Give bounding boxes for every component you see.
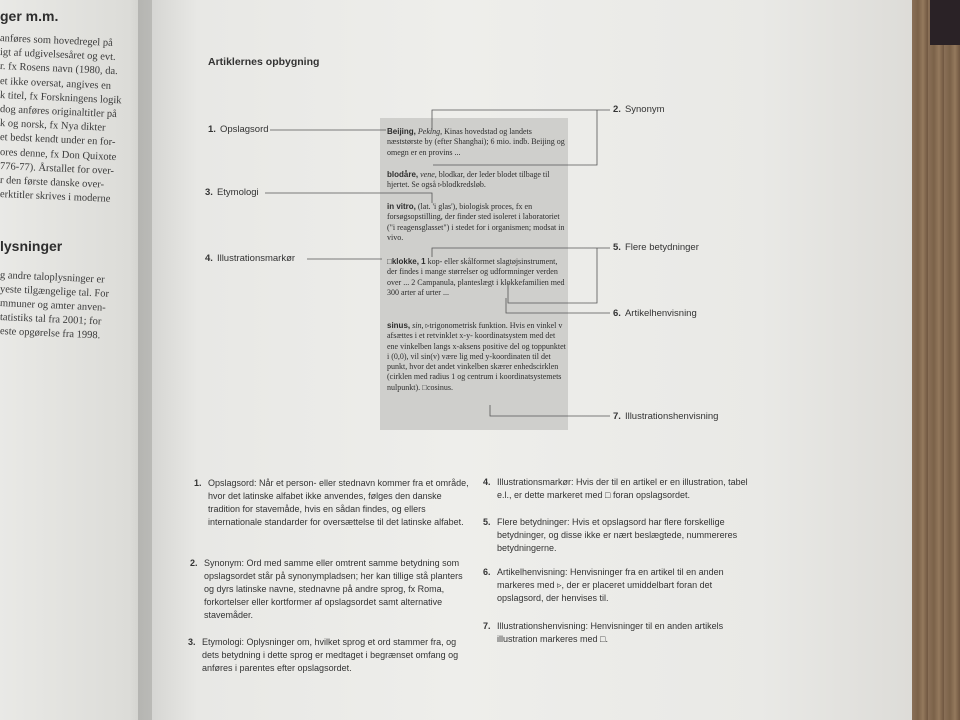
callout-line-2b <box>433 110 597 165</box>
label-number: 1. <box>208 124 216 135</box>
label-synonym <box>613 104 665 115</box>
note-text: Illustrationsmarkør: Hvis der til en artikel er en illustration, tabel e.l., er dette markeret med □ foran opslagsordet. <box>497 477 748 500</box>
note-number: 6. <box>483 567 491 577</box>
left-page-line: k og norsk, fx Nya dikter <box>0 118 106 134</box>
entry-headword: sinus, <box>387 321 411 330</box>
note-number: 4. <box>483 477 491 487</box>
entry-headword: in vitro, <box>387 202 416 211</box>
entry-synonym: vene, <box>420 170 437 179</box>
section-title: Artiklernes opbygning <box>208 56 320 68</box>
left-page-line: et ikke oversat, angives en <box>0 75 112 92</box>
label-text: Artikelhenvisning <box>624 308 697 319</box>
left-page-line: igt af udgivelsesåret og evt. <box>0 47 116 64</box>
note-4 <box>483 476 759 502</box>
label-etymologi <box>205 187 259 198</box>
note-number: 7. <box>483 621 491 631</box>
entry-text: (lat. 'i glas'), biologisk proces, fx en forsøgsopstilling, der finder sted isoleret i laboratoriet ("i reagensglasset") i stedet for i organismen; modsat in vivo. <box>387 202 565 242</box>
note-number: 3. <box>188 637 196 647</box>
left-page-line: ores denne, fx Don Quixote <box>0 146 117 163</box>
label-number: 2. <box>613 104 621 115</box>
entry-text: kop- eller skålformet slagtøjsinstrument, der findes i mange størrelser og udformninger verden over ... 2 Campanula, planteslægt i klokkefamilien med 300 arter af urter ... <box>387 257 565 297</box>
label-text: Illustrationshenvisning <box>624 411 719 422</box>
entry-headword: blodåre, <box>387 170 419 179</box>
left-page-line: mmuner og amter anven- <box>0 298 106 314</box>
left-page-line: tatistiks tal fra 2001; for <box>0 312 102 328</box>
note-number: 5. <box>483 517 491 527</box>
note-number: 1. <box>194 478 202 488</box>
callout-line-2a <box>432 110 610 130</box>
label-number: 5. <box>613 242 621 253</box>
left-page-line: yeste tilgængelige tal. For <box>0 284 110 300</box>
label-number: 3. <box>205 187 213 198</box>
callout-line-3 <box>265 193 432 203</box>
label-artikelhenvisning <box>613 308 697 319</box>
left-page-line: et bedst kendt under en for- <box>0 132 116 149</box>
note-7 <box>483 620 759 646</box>
note-text: Illustrationshenvisning: Henvisninger til en anden artikels illustration markeres med □. <box>497 621 724 644</box>
label-number: 7. <box>613 411 621 422</box>
left-page-line: g andre taloplysninger er <box>0 270 105 286</box>
note-number: 2. <box>190 558 198 568</box>
label-opslagsord <box>208 124 269 135</box>
label-text: Synonym <box>624 104 665 115</box>
label-illustrationshenvisning <box>613 411 718 422</box>
left-page-line: r den første danske over- <box>0 175 105 191</box>
entry-text: ▹trigonometrisk funktion. Hvis en vinkel v afsættes i et retvinklet x-y- koordinatsystem med det ene vinkelben langs x-aksens positive del og toppunktet i (0,0), vil sin(v) være lig med y-koordinaten til det punkt, hvor det andet vinkelben skærer enhedscirklen (cirklen med radius 1 og centrum i koordinatsystemets nulpunkt). □cosinus. <box>387 321 566 392</box>
note-text: Opslagsord: Når et person- eller stednavn kommer fra et område, hvor det latinske alfabet ikke anvendes, følges den danske tradition for stavemåde, hvis en sådan findes, og ellers internationale standarder for oversættelse til det latinske alfabet. <box>208 478 469 527</box>
callout-line-7 <box>490 405 610 416</box>
note-2 <box>190 557 472 622</box>
left-page-line: dog anføres originaltitler på <box>0 104 118 121</box>
entry-text: blodkar, der leder blodet tilbage til hjertet. Se også ▹blodkredsløb. <box>387 170 550 190</box>
label-number: 6. <box>613 308 621 319</box>
entry-headword: Beijing, <box>387 127 416 136</box>
label-number: 4. <box>205 253 213 264</box>
label-illustrationsmarkor <box>205 253 295 264</box>
label-text: Flere betydninger <box>624 242 699 253</box>
left-page-line: erktitler skrives i moderne <box>0 189 111 206</box>
note-3 <box>188 636 474 675</box>
left-page-heading: ger m.m. <box>0 8 59 24</box>
left-page-line: 776-77). Årstallet for over- <box>0 160 115 177</box>
callout-line-5a <box>432 248 610 257</box>
callout-line-5b <box>508 248 597 303</box>
note-6 <box>483 566 759 605</box>
label-flere-betydninger <box>613 242 699 253</box>
entry-text: Kinas hovedstad og landets næststørste by (efter Shanghai); 6 mio. indb. Beijing og omegn er en provins ... <box>387 127 565 157</box>
note-text: Artikelhenvisning: Henvisninger fra en artikel til en anden markeres med ▹, der er placeret umiddelbart foran det opslagsord, der henvises til. <box>497 567 724 603</box>
left-page-line: r. fx Rosens navn (1980, da. <box>0 61 118 78</box>
entry-synonym: Peking, <box>417 127 443 136</box>
entry-synonym: sin, <box>412 321 424 330</box>
callout-line-6 <box>506 298 610 313</box>
left-page-heading-2: lysninger <box>0 238 63 254</box>
left-page-line: este opgørelse fra 1998. <box>0 326 101 342</box>
note-text: Etymologi: Oplysninger om, hvilket sprog et ord stammer fra, og dets betydning i dette sprog er medtaget i begrænset omfang og anføres i parentes efter opslagsordet. <box>202 637 459 673</box>
label-text: Illustrationsmarkør <box>216 253 296 264</box>
left-page-line: k titel, fx Forskningens logik <box>0 89 122 107</box>
note-text: Flere betydninger: Hvis et opslagsord har flere forskellige betydninger, og disse ikke er nært beslægtede, nummereres betydningerne. <box>497 517 738 553</box>
note-5 <box>483 516 759 555</box>
label-text: Opslagsord <box>219 124 269 135</box>
label-text: Etymologi <box>216 187 259 198</box>
entry-headword: □klokke, 1 <box>387 257 426 266</box>
note-text: Synonym: Ord med samme eller omtrent samme betydning som opslagsordet står på synonympladsen; her kan tillige stå planters og dyrs latinske navne, stednavne på andre sprog, fx Roma, forkortelser eller kortformer af opslagsordet samt alternative stavemåder. <box>204 558 463 620</box>
note-1 <box>194 477 470 529</box>
left-page-line: anføres som hovedregel på <box>0 33 113 49</box>
